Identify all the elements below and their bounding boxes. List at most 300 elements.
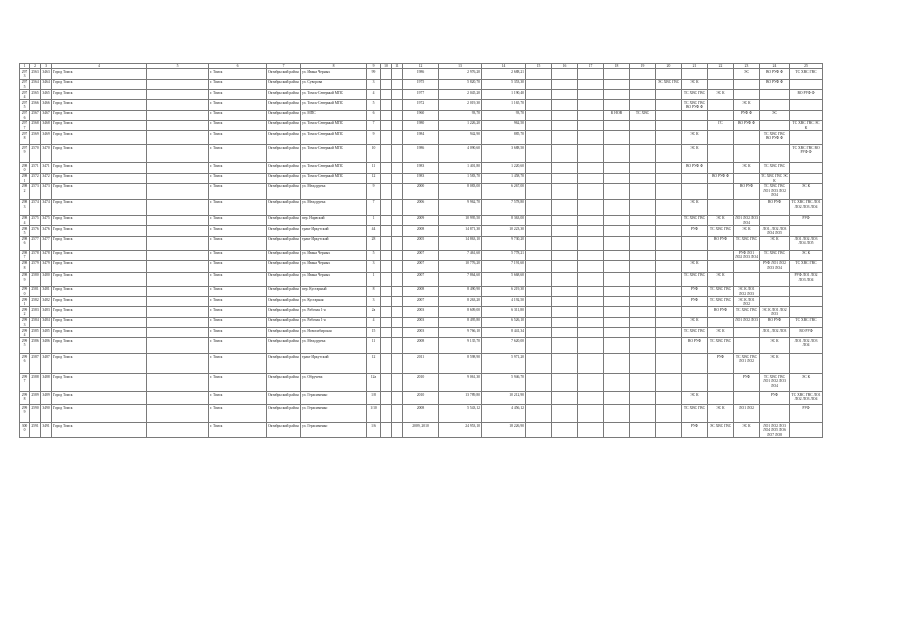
table-cell xyxy=(381,250,392,260)
table-cell: 1986 xyxy=(403,69,439,79)
table-cell xyxy=(381,226,392,236)
table-cell xyxy=(552,236,578,250)
table-cell xyxy=(381,307,392,317)
table-cell: Город Томск xyxy=(52,110,147,120)
table-cell: 4 xyxy=(367,90,381,100)
table-cell xyxy=(656,120,682,130)
table-cell xyxy=(656,69,682,79)
table-cell: РУФ xyxy=(682,286,708,296)
table-cell: 2981 xyxy=(20,173,30,183)
table-cell: тракт Иркутский xyxy=(301,354,367,374)
column-number: 14 xyxy=(482,64,526,69)
table-cell: 2011 xyxy=(403,354,439,374)
table-cell xyxy=(552,354,578,374)
table-cell: Город Томск xyxy=(52,163,147,173)
table-cell xyxy=(552,392,578,405)
table-cell xyxy=(656,215,682,225)
table-cell: ВО РУФ xyxy=(708,307,734,317)
table-cell xyxy=(708,163,734,173)
column-number: 7 xyxy=(267,64,301,69)
table-cell xyxy=(147,90,209,100)
table-cell: 2980 xyxy=(20,163,30,173)
table-cell: 2982 xyxy=(20,183,30,199)
table-cell xyxy=(760,215,790,225)
table-cell xyxy=(381,392,392,405)
table-cell: 18 226,90 xyxy=(482,423,526,438)
table-cell: 2987 xyxy=(20,250,30,260)
table-cell: 2577 xyxy=(30,236,41,250)
table-cell: ЭС ХВС ГВС xyxy=(708,423,734,438)
table-cell xyxy=(578,199,604,215)
table-cell xyxy=(760,272,790,286)
table-cell: 7 620,00 xyxy=(482,338,526,354)
table-cell xyxy=(526,215,552,225)
table-cell: 2564 xyxy=(30,79,41,89)
table-cell: 11 xyxy=(367,163,381,173)
table-cell: Город Томск xyxy=(52,354,147,374)
table-cell: РУФ xyxy=(734,374,760,392)
table-cell: 3482 xyxy=(41,297,52,307)
table-row xyxy=(20,286,823,296)
table-cell xyxy=(604,392,630,405)
table-cell: 2976 xyxy=(20,110,30,120)
column-number: 25 xyxy=(790,64,823,69)
table-cell: Город Томск xyxy=(52,226,147,236)
table-cell: 1 190,40 xyxy=(482,90,526,100)
table-cell: 942,90 xyxy=(439,131,482,145)
table-cell xyxy=(381,79,392,89)
table-cell xyxy=(656,374,682,392)
table-cell: ВО РУФ Ф xyxy=(790,90,823,100)
table-cell: 12 xyxy=(367,173,381,183)
table-cell xyxy=(578,215,604,225)
table-cell: 8 263,20 xyxy=(439,297,482,307)
table-cell xyxy=(381,286,392,296)
table-cell: 1983 xyxy=(403,163,439,173)
table-cell: Город Томск xyxy=(52,328,147,338)
table-cell: Город Томск xyxy=(52,215,147,225)
table-cell xyxy=(147,120,209,130)
table-cell: 2563 xyxy=(30,69,41,79)
table-cell xyxy=(147,215,209,225)
table-cell xyxy=(604,405,630,423)
table-cell: ЭС xyxy=(734,69,760,79)
table-cell: Октябрьский район xyxy=(267,354,301,374)
table-cell xyxy=(604,354,630,374)
table-cell: К НОВ xyxy=(604,110,630,120)
table-cell xyxy=(630,250,656,260)
table-cell xyxy=(552,183,578,199)
table-cell: 1983 xyxy=(403,173,439,183)
table-cell: Город Томск xyxy=(52,79,147,89)
table-row xyxy=(20,69,823,79)
table-cell: ЛО1 ЛО2 ЛО3 ЛО4 ЛО5 xyxy=(790,236,823,250)
table-cell xyxy=(656,199,682,215)
table-cell: РУФ xyxy=(682,423,708,438)
table-cell xyxy=(790,286,823,296)
table-cell: Октябрьский район xyxy=(267,338,301,354)
column-number: 21 xyxy=(682,64,708,69)
table-cell xyxy=(578,260,604,272)
table-cell xyxy=(552,69,578,79)
table-cell: 7 461,60 xyxy=(439,250,482,260)
table-cell: ул. Междурека xyxy=(301,199,367,215)
table-row xyxy=(20,236,823,250)
table-cell xyxy=(708,199,734,215)
table-cell xyxy=(392,307,403,317)
table-cell xyxy=(604,297,630,307)
table-cell: ГС xyxy=(708,120,734,130)
table-cell xyxy=(147,79,209,89)
table-cell xyxy=(552,297,578,307)
table-cell xyxy=(790,297,823,307)
table-cell: Октябрьский район xyxy=(267,328,301,338)
table-cell: 5 946,70 xyxy=(482,374,526,392)
table-cell: г. Томск xyxy=(209,69,267,79)
table-cell xyxy=(381,272,392,286)
table-cell xyxy=(552,131,578,145)
table-cell xyxy=(147,354,209,374)
table-cell xyxy=(578,145,604,163)
table-cell xyxy=(708,317,734,327)
table-cell: пер. Кустарный xyxy=(301,286,367,296)
table-cell xyxy=(604,183,630,199)
table-cell xyxy=(147,173,209,183)
table-cell: 1980 xyxy=(403,120,439,130)
table-cell: РУФ ЛО1 ЛО2 ЛО3 ЛО4 xyxy=(790,272,823,286)
table-cell xyxy=(578,328,604,338)
column-number: 15 xyxy=(526,64,552,69)
table-cell: 7 864,60 xyxy=(439,272,482,286)
table-cell xyxy=(552,79,578,89)
table-cell xyxy=(578,374,604,392)
table-cell: ул. Ивана Черных xyxy=(301,260,367,272)
table-cell xyxy=(630,199,656,215)
table-cell xyxy=(392,328,403,338)
table-cell xyxy=(147,297,209,307)
table-cell: 5 668,60 xyxy=(482,272,526,286)
table-cell: Город Томск xyxy=(52,183,147,199)
column-number: 6 xyxy=(209,64,267,69)
table-cell xyxy=(630,328,656,338)
table-cell xyxy=(392,286,403,296)
table-cell: ул. Междурека xyxy=(301,183,367,199)
table-cell: ЭС К xyxy=(790,250,823,260)
table-cell: Октябрьский район xyxy=(267,215,301,225)
table-cell xyxy=(552,405,578,423)
table-cell: Город Томск xyxy=(52,69,147,79)
table-cell xyxy=(630,173,656,183)
table-cell xyxy=(147,374,209,392)
table-cell xyxy=(552,90,578,100)
register-table xyxy=(19,63,823,438)
table-cell xyxy=(552,215,578,225)
table-cell: 1 458,70 xyxy=(482,173,526,183)
table-cell: Город Томск xyxy=(52,250,147,260)
table-cell xyxy=(578,110,604,120)
table-cell xyxy=(790,354,823,374)
table-cell: ТС ХВС ГВС ВО РУФ Ф xyxy=(760,131,790,145)
table-cell: Октябрьский район xyxy=(267,79,301,89)
table-cell xyxy=(147,392,209,405)
table-cell xyxy=(552,328,578,338)
table-cell: ЭС К xyxy=(790,374,823,392)
table-cell: 3474 xyxy=(41,199,52,215)
table-cell: г. Томск xyxy=(209,328,267,338)
table-cell: Октябрьский район xyxy=(267,374,301,392)
table-cell xyxy=(526,392,552,405)
table-cell xyxy=(552,173,578,183)
table-cell: Город Томск xyxy=(52,145,147,163)
table-cell: 8 609,00 xyxy=(439,307,482,317)
table-cell xyxy=(790,131,823,145)
table-cell: 1977 xyxy=(403,90,439,100)
table-cell: ТС ХВС ГВС xyxy=(760,250,790,260)
table-cell: ул. Томск-Северный МПС xyxy=(301,145,367,163)
table-cell: Октябрьский район xyxy=(267,250,301,260)
table-cell: 9 766,10 xyxy=(439,328,482,338)
table-cell: 4 090,60 xyxy=(439,145,482,163)
table-cell: 2996 xyxy=(20,354,30,374)
table-cell: 1 220,60 xyxy=(482,163,526,173)
table-cell xyxy=(578,272,604,286)
table-cell: 99 xyxy=(367,69,381,79)
table-cell: ЛО1 ЛО2 ЛО3 ЛО4 xyxy=(735,216,758,225)
table-cell: Октябрьский район xyxy=(267,100,301,110)
table-cell xyxy=(552,338,578,354)
table-cell: пер. Нарвский xyxy=(301,215,367,225)
table-cell: ул. Герасименко xyxy=(301,405,367,423)
table-cell xyxy=(630,374,656,392)
table-cell xyxy=(760,120,790,130)
table-cell xyxy=(578,173,604,183)
table-cell: 2992 xyxy=(20,307,30,317)
table-cell xyxy=(552,423,578,438)
table-cell: 1986 xyxy=(403,145,439,163)
table-cell: Город Томск xyxy=(52,90,147,100)
table-cell xyxy=(147,131,209,145)
table-cell xyxy=(392,272,403,286)
table-cell xyxy=(760,145,790,163)
table-cell: ЛО1 ЛО2 ЛО3 ЛО4 ЛО5 ЛО6 ЛО7 ЛО8 xyxy=(760,423,790,438)
table-cell: 2977 xyxy=(20,120,30,130)
table-cell xyxy=(147,163,209,173)
table-cell xyxy=(381,423,392,438)
column-number: 4 xyxy=(52,64,147,69)
table-cell: РУФ ЛО1 ЛО2 ЛО3 ЛО4 xyxy=(760,260,790,272)
table-cell: 6 267,00 xyxy=(482,183,526,199)
table-cell xyxy=(630,100,656,110)
table-cell xyxy=(526,405,552,423)
table-body xyxy=(20,64,823,438)
table-cell: 3463 xyxy=(41,69,52,79)
table-cell: ул. Томск-Северный МПС xyxy=(301,131,367,145)
table-cell: г. Томск xyxy=(209,392,267,405)
table-cell xyxy=(381,163,392,173)
table-cell: ТС ХВС ГВС ЛО1 ЛО2 ЛО3 ЛО4 xyxy=(790,392,823,405)
table-cell: 2583 xyxy=(30,307,41,317)
table-cell: ЭС К xyxy=(682,317,708,327)
table-cell: 3479 xyxy=(41,260,52,272)
table-cell: 2973 xyxy=(20,69,30,79)
table-cell xyxy=(734,338,760,354)
table-cell: 3490 xyxy=(41,405,52,423)
table-cell xyxy=(526,307,552,317)
table-cell xyxy=(392,374,403,392)
table-cell xyxy=(708,110,734,120)
table-cell: 2994 xyxy=(20,328,30,338)
table-cell xyxy=(578,307,604,317)
table-cell: ВО РУФ Ф xyxy=(708,173,734,183)
table-cell xyxy=(734,272,760,286)
table-cell: 2575 xyxy=(30,215,41,225)
table-cell: 9 730,20 xyxy=(482,236,526,250)
table-cell: 2 019,30 xyxy=(439,100,482,110)
table-cell: ул. Герасименко xyxy=(301,423,367,438)
table-cell: Октябрьский район xyxy=(267,183,301,199)
table-cell xyxy=(656,354,682,374)
column-number: 2 xyxy=(30,64,41,69)
table-cell xyxy=(760,297,790,307)
table-cell: Октябрьский район xyxy=(267,173,301,183)
table-cell: г. Томск xyxy=(209,286,267,296)
table-cell: 2005 xyxy=(403,236,439,250)
table-cell xyxy=(381,297,392,307)
table-cell xyxy=(381,131,392,145)
table-cell: 4 xyxy=(367,317,381,327)
table-cell xyxy=(604,163,630,173)
table-cell: 2572 xyxy=(30,173,41,183)
table-cell xyxy=(392,392,403,405)
table-cell xyxy=(760,405,790,423)
table-cell xyxy=(526,145,552,163)
table-cell: Город Томск xyxy=(52,260,147,272)
column-number: 23 xyxy=(734,64,760,69)
table-cell: 2587 xyxy=(30,354,41,374)
table-cell: 1 xyxy=(367,215,381,225)
table-row xyxy=(20,183,823,199)
table-cell: 3488 xyxy=(41,374,52,392)
table-cell: 2007 xyxy=(403,250,439,260)
table-cell: 2565 xyxy=(30,90,41,100)
table-cell: 3491 xyxy=(41,423,52,438)
table-cell xyxy=(682,183,708,199)
table-cell: Октябрьский район xyxy=(267,392,301,405)
table-cell xyxy=(552,110,578,120)
table-cell: ТС ХВС ГВС ВО РУФ Ф xyxy=(682,100,708,110)
table-cell xyxy=(392,317,403,327)
table-cell xyxy=(656,226,682,236)
table-cell: 2586 xyxy=(30,338,41,354)
table-cell xyxy=(392,79,403,89)
table-cell: Октябрьский район xyxy=(267,131,301,145)
table-cell: Город Томск xyxy=(52,338,147,354)
table-cell xyxy=(708,69,734,79)
table-cell: 6 xyxy=(367,110,381,120)
table-cell: 14 871,30 xyxy=(439,226,482,236)
table-cell: 7 xyxy=(367,120,381,130)
table-cell xyxy=(526,199,552,215)
table-cell xyxy=(381,260,392,272)
table-cell xyxy=(392,260,403,272)
table-cell: 2003 xyxy=(403,328,439,338)
table-cell xyxy=(708,250,734,260)
table-cell: Город Томск xyxy=(52,100,147,110)
table-cell: 93,70 xyxy=(482,110,526,120)
table-cell xyxy=(734,131,760,145)
table-cell xyxy=(656,328,682,338)
table-cell: 3476 xyxy=(41,226,52,236)
table-cell xyxy=(734,173,760,183)
table-row xyxy=(20,250,823,260)
table-cell xyxy=(604,286,630,296)
table-row xyxy=(20,131,823,145)
table-cell: 2582 xyxy=(30,297,41,307)
table-cell: 2989 xyxy=(20,272,30,286)
table-cell xyxy=(392,183,403,199)
table-cell: ЭС xyxy=(760,110,790,120)
table-cell xyxy=(630,260,656,272)
table-cell xyxy=(526,226,552,236)
table-cell: 9 xyxy=(367,131,381,145)
table-cell: 14 863,10 xyxy=(439,236,482,250)
table-cell xyxy=(381,110,392,120)
table-cell xyxy=(604,260,630,272)
table-row xyxy=(20,307,823,317)
table-row xyxy=(20,145,823,163)
table-cell: 5 820,70 xyxy=(439,79,482,89)
table-cell: ЭС К xyxy=(734,163,760,173)
table-cell: 2979 xyxy=(20,145,30,163)
table-cell xyxy=(381,354,392,374)
table-cell: 2574 xyxy=(30,199,41,215)
table-cell xyxy=(552,317,578,327)
table-cell: г. Томск xyxy=(209,317,267,327)
table-cell: ЭС К xyxy=(708,90,734,100)
table-cell: 3471 xyxy=(41,163,52,173)
table-cell xyxy=(526,163,552,173)
table-cell: 2009 xyxy=(403,215,439,225)
table-cell xyxy=(381,215,392,225)
table-row xyxy=(20,260,823,272)
table-cell: 3467 xyxy=(41,110,52,120)
table-cell: тракт Иркутский xyxy=(301,236,367,250)
table-cell: 3480 xyxy=(41,272,52,286)
table-cell: 3472 xyxy=(41,173,52,183)
table-cell: 3486 xyxy=(41,338,52,354)
table-cell: 2008 xyxy=(403,286,439,296)
table-cell xyxy=(392,90,403,100)
table-cell xyxy=(526,79,552,89)
table-cell: 44 xyxy=(367,226,381,236)
table-cell: 2591 xyxy=(30,423,41,438)
table-cell xyxy=(604,173,630,183)
table-cell: ТС ХВС ГВС ЛО1 ЛО3 ЛО2 ЛО4 xyxy=(760,183,790,199)
table-cell xyxy=(578,183,604,199)
table-cell: 2010 xyxy=(403,374,439,392)
table-cell: ул. Рабочая 1-я xyxy=(301,307,367,317)
table-cell xyxy=(147,328,209,338)
table-cell: 3473 xyxy=(41,183,52,199)
table-cell: ТС ХВС ГВС xyxy=(708,226,734,236)
table-cell: ул. Суворова xyxy=(301,79,367,89)
table-cell: ЭС К xyxy=(682,79,708,89)
table-cell xyxy=(734,145,760,163)
table-cell: 11 xyxy=(367,338,381,354)
table-cell: ЭС К xyxy=(790,183,823,199)
table-cell: ТС ХВС ГВС xyxy=(682,328,708,338)
table-cell: г. Томск xyxy=(209,423,267,438)
